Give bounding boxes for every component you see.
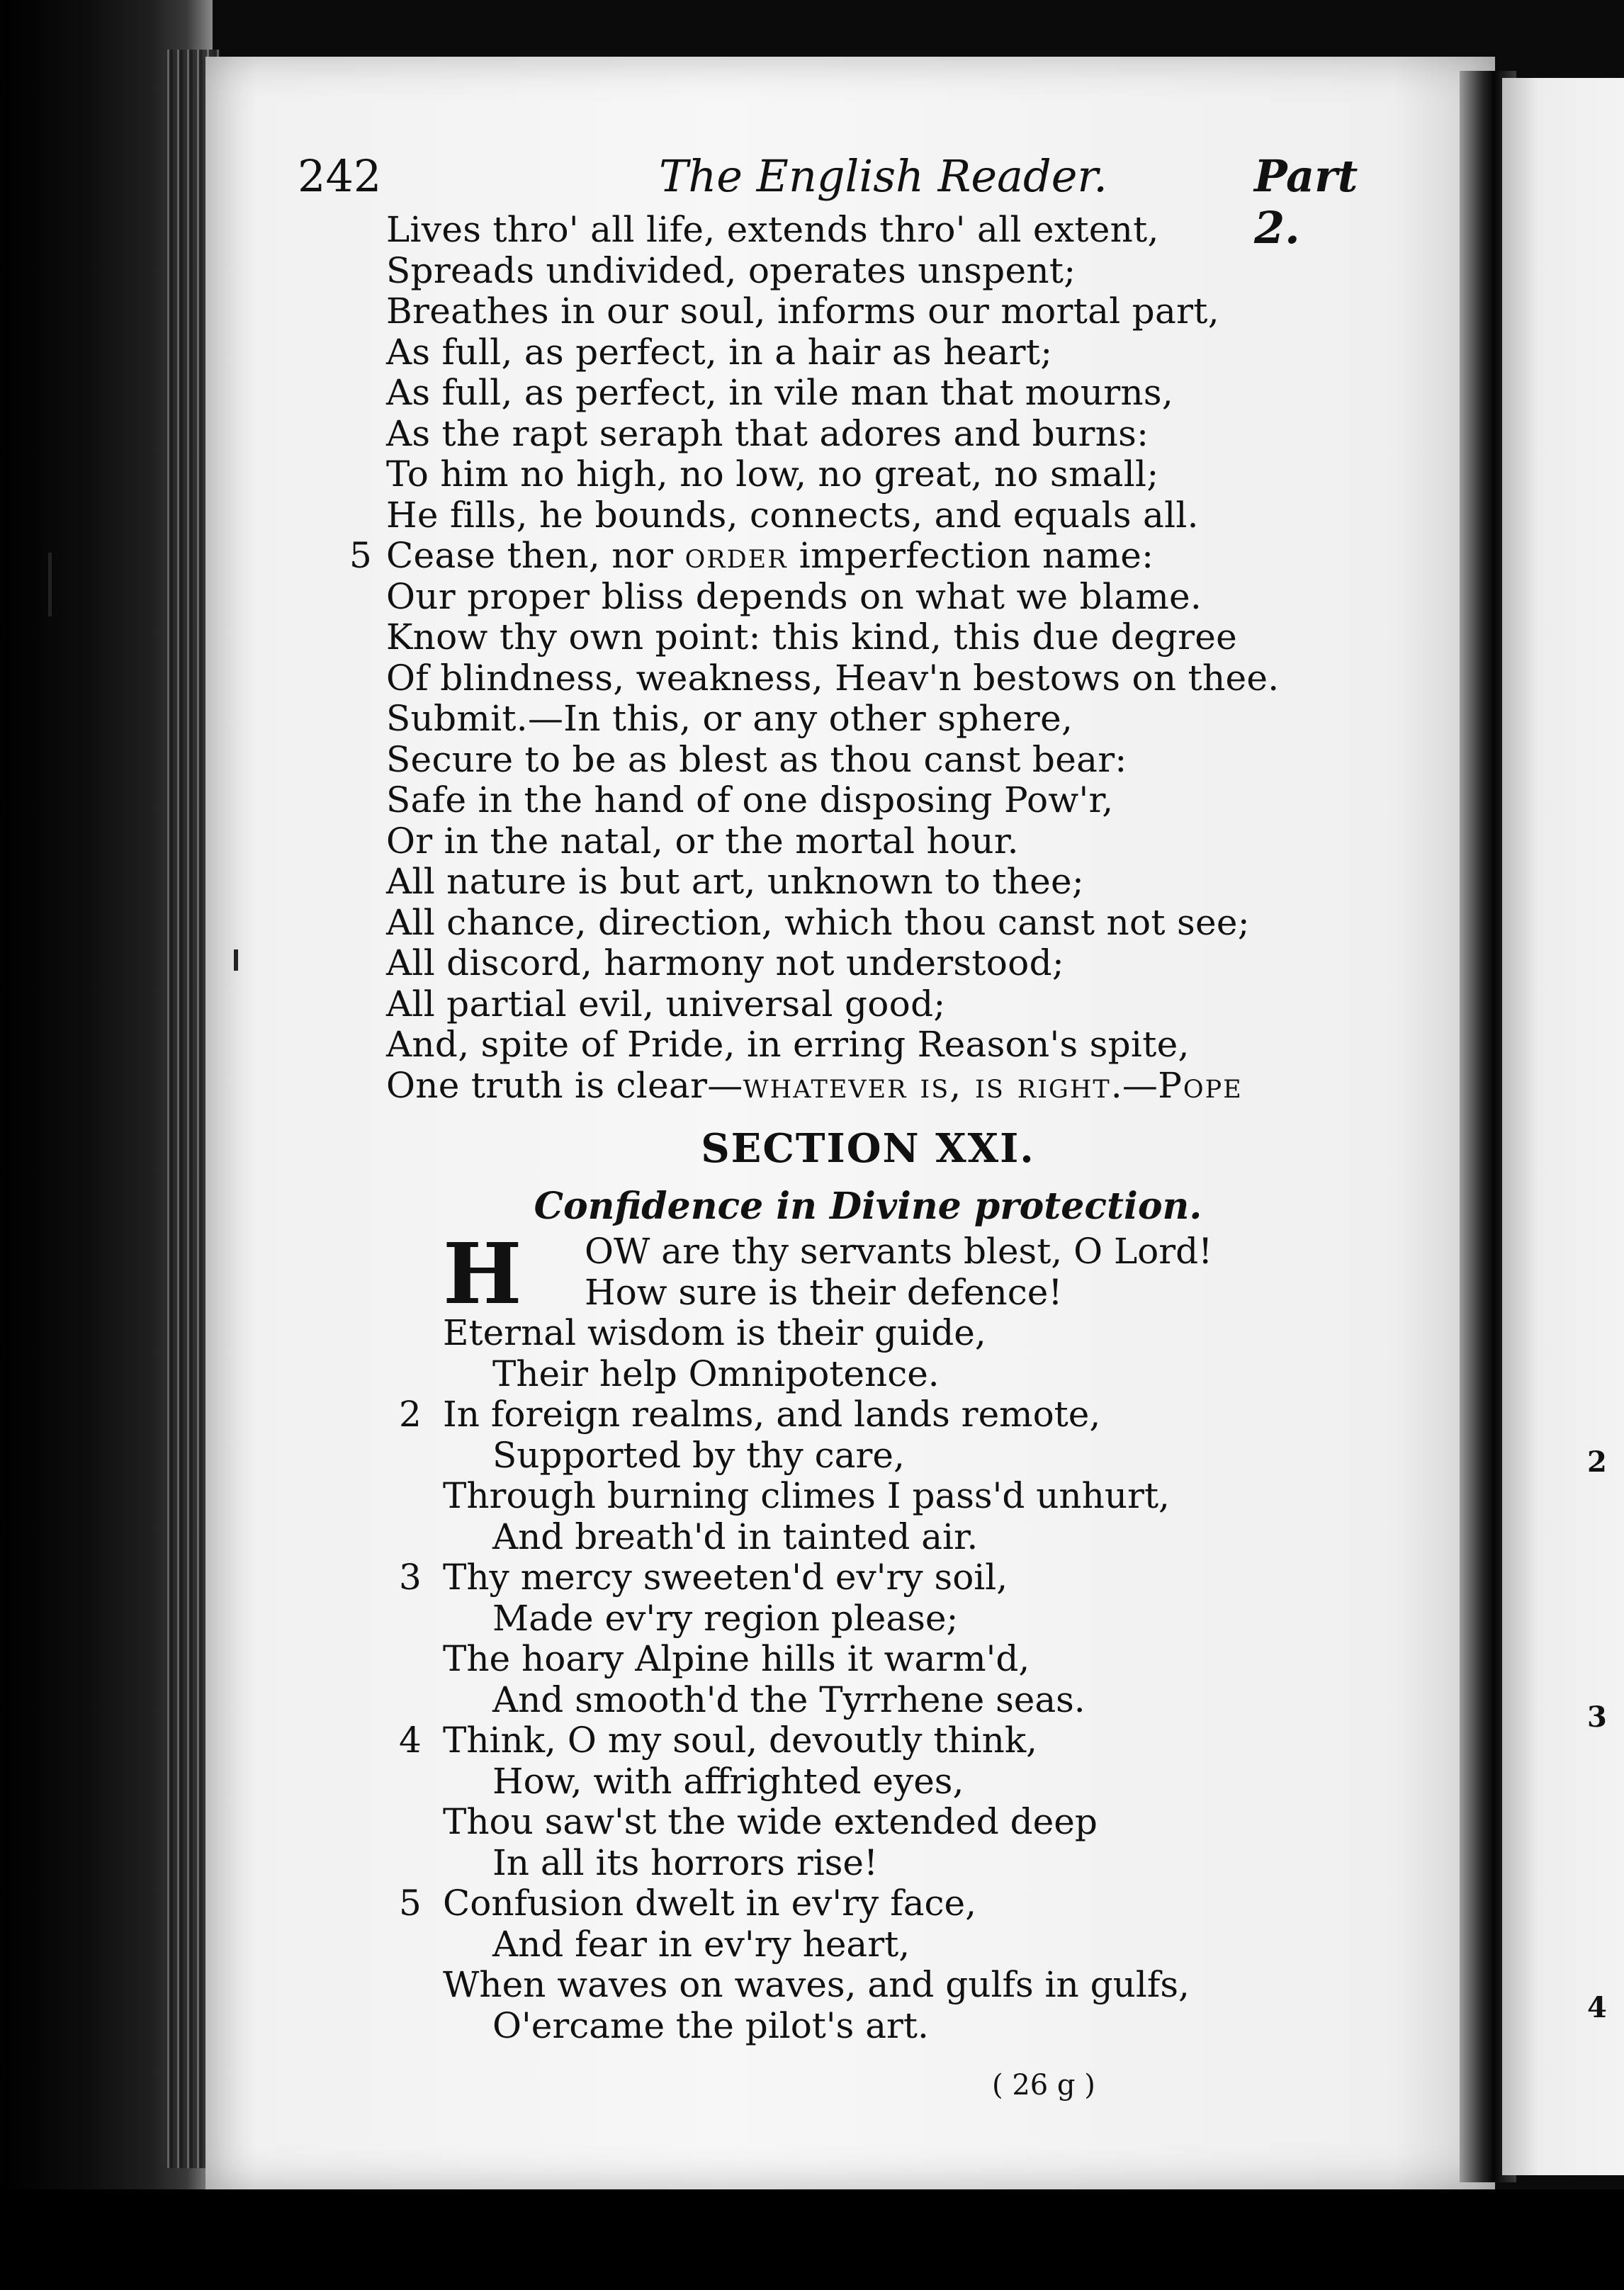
hymn-line: Supported by thy care, bbox=[492, 1434, 905, 1476]
stanza-number: 5 bbox=[349, 535, 373, 576]
hymn-line: Their help Omnipotence. bbox=[492, 1353, 940, 1394]
section-subtitle: Confidence in Divine protection. bbox=[534, 1185, 1202, 1228]
poem-line: He fills, he bounds, connects, and equals all. bbox=[386, 494, 1199, 536]
signature-mark: ( 26 g ) bbox=[992, 2069, 1095, 2102]
hymn-text: In foreign realms, and lands remote, bbox=[443, 1394, 1101, 1435]
poem-line: Know thy own point: this kind, this due degree bbox=[386, 616, 1238, 658]
hymn-line: How sure is their defence! bbox=[585, 1271, 1063, 1313]
scan-border bbox=[0, 2189, 1624, 2290]
emphasis-small-caps: order bbox=[684, 535, 788, 576]
scan-speck bbox=[234, 949, 238, 971]
poem-line: All partial evil, universal good; bbox=[386, 983, 946, 1025]
hymn-line: Made ev'ry region please; bbox=[492, 1597, 959, 1639]
hymn-line: How, with affrighted eyes, bbox=[492, 1760, 964, 1802]
emphasis-small-caps: whatever is, is right bbox=[743, 1064, 1111, 1106]
poem-line: All nature is but art, unknown to thee; bbox=[386, 861, 1085, 902]
hymn-line: In all its horrors rise! bbox=[492, 1841, 879, 1883]
poem-line: Of blindness, weakness, Heav'n bestows on thee. bbox=[386, 657, 1280, 699]
hymn-line bbox=[399, 1720, 1421, 1761]
stanza-number: 2 bbox=[399, 1394, 422, 1435]
hymn-line: And smooth'd the Tyrrhene seas. bbox=[492, 1679, 1086, 1720]
hymn-line bbox=[399, 1883, 1421, 1924]
poem-line: As the rapt seraph that adores and burns: bbox=[386, 412, 1149, 454]
facing-page-stanza-number: 3 bbox=[1587, 1700, 1607, 1734]
facing-page-stanza-number: 2 bbox=[1587, 1445, 1607, 1479]
poem-line: Secure to be as blest as thou canst bear: bbox=[386, 738, 1127, 780]
poem-line: Spreads undivided, operates unspent; bbox=[386, 249, 1076, 291]
poem-text: .— bbox=[1110, 1064, 1158, 1106]
poem-text: One truth is clear— bbox=[386, 1064, 743, 1106]
hymn-text: OW are thy servants blest, O Lord! bbox=[585, 1231, 1213, 1272]
stanza-number: 3 bbox=[399, 1557, 422, 1598]
section-title: SECTION XXI. bbox=[701, 1125, 1035, 1172]
part-label: Part 2. bbox=[1254, 150, 1358, 254]
hymn-line: Through burning climes I pass'd unhurt, bbox=[443, 1475, 1170, 1516]
poem-line: All discord, harmony not understood; bbox=[386, 942, 1065, 983]
hymn-line: When waves on waves, and gulfs in gulfs, bbox=[443, 1964, 1190, 2005]
poem-line: All chance, direction, which thou canst not see; bbox=[386, 901, 1250, 943]
hymn-text: Thy mercy sweeten'd ev'ry soil, bbox=[443, 1557, 1008, 1598]
poem-line: Our proper bliss depends on what we blame. bbox=[386, 575, 1202, 617]
poem-line: And, spite of Pride, in erring Reason's spite, bbox=[386, 1024, 1190, 1065]
poem-line: Breathes in our soul, informs our mortal part, bbox=[386, 291, 1219, 332]
scan-speck bbox=[48, 553, 52, 616]
poem-line: Or in the natal, or the mortal hour. bbox=[386, 820, 1019, 862]
book-title: The English Reader. bbox=[659, 150, 1107, 202]
hymn-line: O'ercame the pilot's art. bbox=[492, 2004, 929, 2046]
hymn-text: Confusion dwelt in ev'ry face, bbox=[443, 1883, 977, 1924]
poem-line: Lives thro' all life, extends thro' all extent, bbox=[386, 209, 1159, 250]
hymn-line bbox=[399, 1394, 1421, 1436]
poem-line bbox=[386, 1066, 1421, 1107]
hymn-body bbox=[399, 1224, 1421, 2046]
poem-body bbox=[349, 209, 1421, 1106]
author-name: Pope bbox=[1158, 1064, 1243, 1106]
stanza-number: 5 bbox=[399, 1883, 422, 1924]
hymn-line: Thou saw'st the wide extended deep bbox=[443, 1801, 1098, 1842]
poem-text: imperfection name: bbox=[787, 535, 1154, 576]
poem-line: As full, as perfect, in vile man that mourns, bbox=[386, 372, 1174, 413]
poem-line: Submit.—In this, or any other sphere, bbox=[386, 698, 1073, 739]
poem-line: As full, as perfect, in a hair as heart; bbox=[386, 331, 1053, 373]
hymn-line bbox=[399, 1557, 1421, 1598]
hymn-text: Think, O my soul, devoutly think, bbox=[443, 1720, 1038, 1761]
poem-line: To him no high, no low, no great, no small; bbox=[386, 453, 1159, 495]
page-number: 242 bbox=[298, 150, 382, 202]
facing-page-sliver bbox=[1502, 78, 1624, 2175]
drop-cap: H bbox=[443, 1224, 522, 1323]
facing-page-stanza-number: 4 bbox=[1587, 1991, 1607, 2024]
stanza-number: 4 bbox=[399, 1720, 422, 1761]
hymn-line: The hoary Alpine hills it warm'd, bbox=[443, 1638, 1030, 1679]
poem-line bbox=[349, 535, 1421, 577]
hymn-line: And fear in ev'ry heart, bbox=[492, 1923, 910, 1965]
hymn-line: Eternal wisdom is their guide, bbox=[443, 1312, 986, 1353]
poem-line: Safe in the hand of one disposing Pow'r, bbox=[386, 779, 1114, 820]
hymn-line: And breath'd in tainted air. bbox=[492, 1516, 979, 1557]
poem-text: Cease then, nor bbox=[386, 535, 685, 576]
